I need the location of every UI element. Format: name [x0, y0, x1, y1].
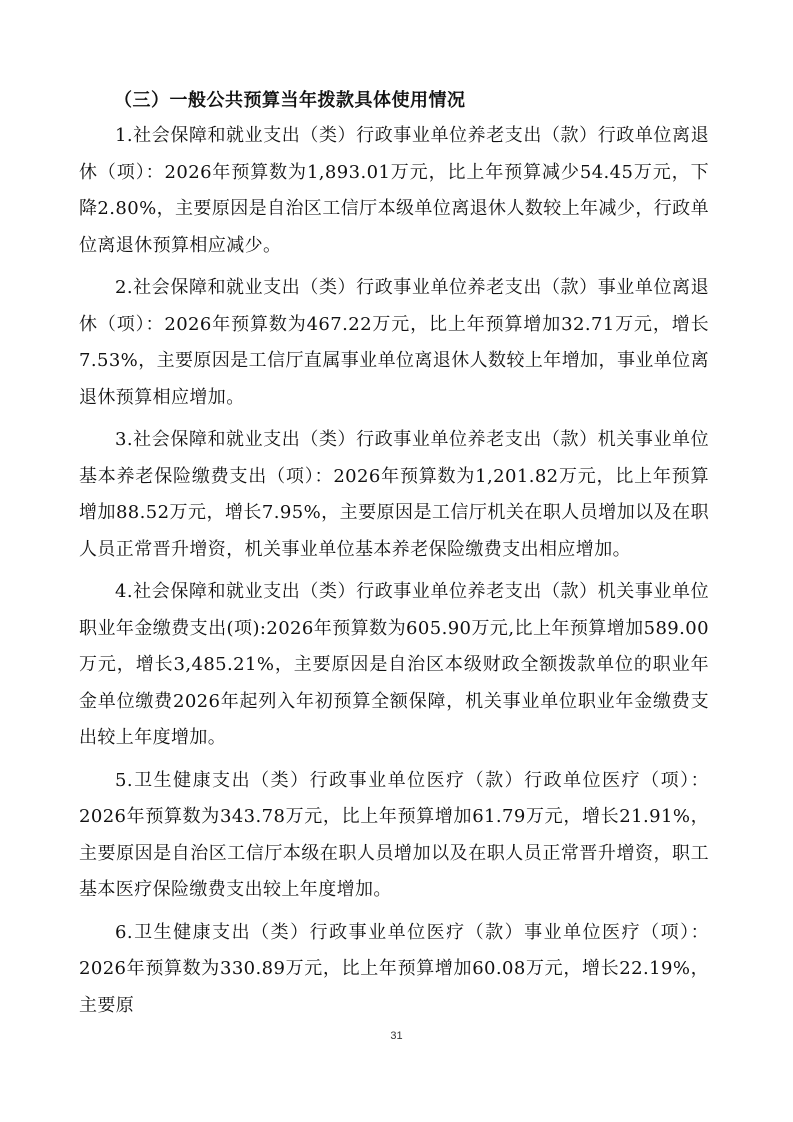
body-text — [79, 118, 709, 1030]
paragraph-3: 3.社会保障和就业支出（类）行政事业单位养老支出（款）机关事业单位基本养老保险缴费支出（项）：2026年预算数为1,201.82万元，比上年预算增加88.52万元，增长7.95%，主要原因是工信厅机关在职人员增加以及在职人员正常晋升增资，机关事业单位基本养老保险缴费支出相应增加。 — [79, 429, 709, 560]
paragraph-1: 1.社会保障和就业支出（类）行政事业单位养老支出（款）行政单位离退休（项）：2026年预算数为1,893.01万元，比上年预算减少54.45万元，下降2.80%，主要原因是自治区工信厅本级单位离退休人数较上年减少，行政单位离退休预算相应减少。 — [79, 125, 709, 256]
paragraph-5: 5.卫生健康支出（类）行政事业单位医疗（款）行政单位医疗（项）：2026年预算数为343.78万元，比上年预算增加61.79万元，增长21.91%，主要原因是自治区工信厅本级在职人员增加以及在职人员正常晋升增资，职工基本医疗保险缴费支出较上年度增加。 — [79, 769, 709, 900]
paragraph-6: 6.卫生健康支出（类）行政事业单位医疗（款）事业单位医疗（项）：2026年预算数为330.89万元，比上年预算增加60.08万元，增长22.19%，主要原 — [79, 921, 709, 1016]
paragraph-2: 2.社会保障和就业支出（类）行政事业单位养老支出（款）事业单位离退休（项）：2026年预算数为467.22万元，比上年预算增加32.71万元，增长7.53%，主要原因是工信厅直属事业单位离退休人数较上年增加，事业单位离退休预算相应增加。 — [79, 277, 709, 408]
section-heading: （三）一般公共预算当年拨款具体使用情况 — [114, 90, 466, 111]
paragraph-4: 4.社会保障和就业支出（类）行政事业单位养老支出（款）机关事业单位职业年金缴费支出(项):2026年预算数为605.90万元,比上年预算增加589.00万元，增长3,485.21%，主要原因是自治区本级财政全额拨款单位的职业年金单位缴费2026年起列入年初预算全额保障，机关事业单位职业年金缴费支出较上年度增加。 — [79, 581, 709, 748]
page-number: 31 — [390, 1030, 403, 1042]
